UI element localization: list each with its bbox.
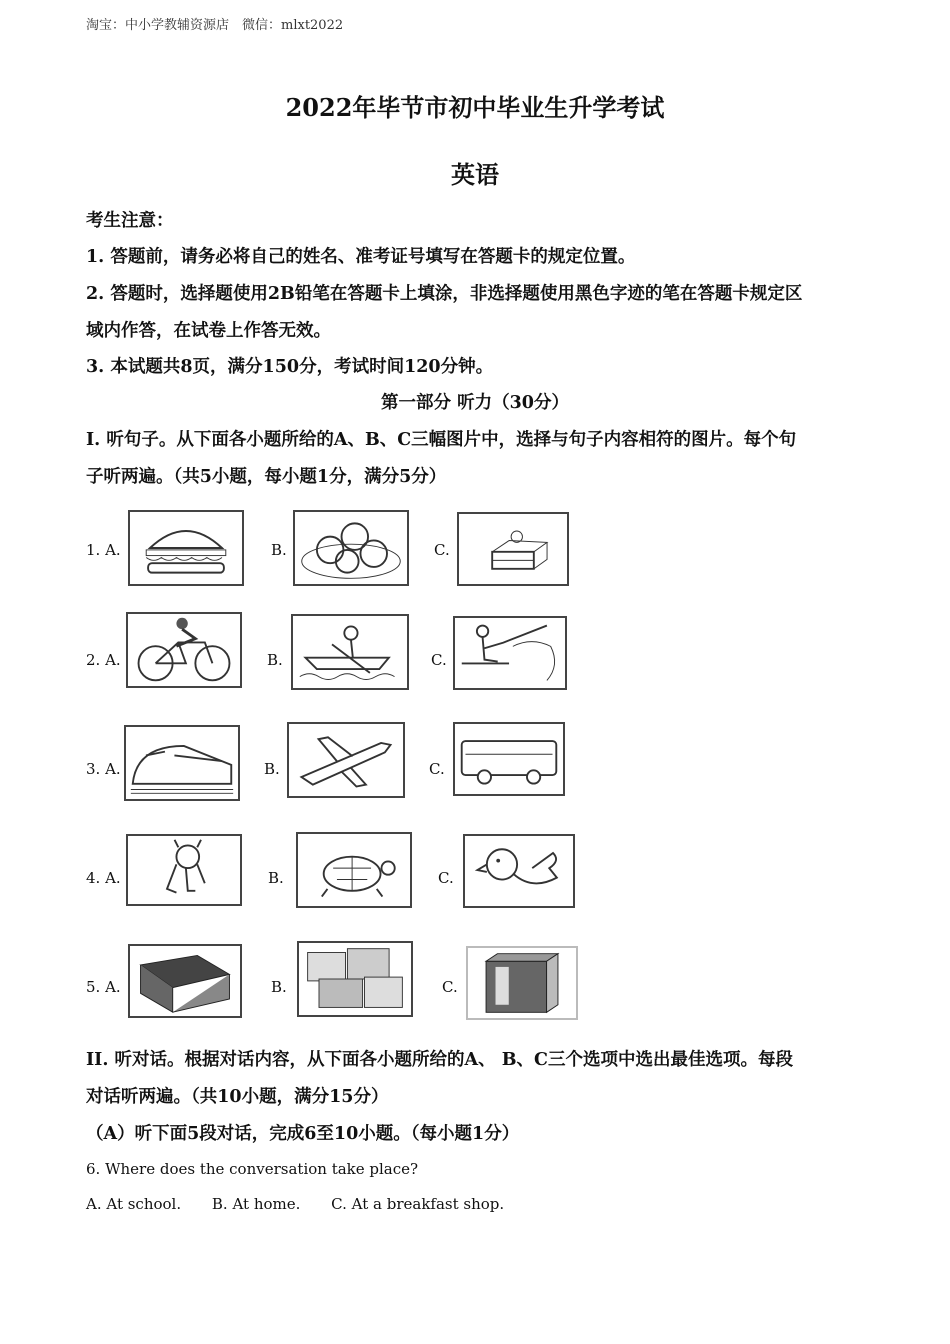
q1-label-c: C.	[434, 541, 450, 559]
q2-label-a: 2. A.	[86, 651, 121, 669]
dictionary-icon[interactable]	[466, 946, 578, 1020]
notice-item-1: 1. 答题前，请务必将自己的姓名、准考证号填写在答题卡的规定位置。	[86, 247, 636, 267]
q6-option-b[interactable]: B. At home.	[211, 1195, 301, 1213]
q5-label-b: B.	[271, 978, 287, 996]
bird-icon[interactable]	[463, 834, 575, 908]
subsection-a-instruction: （A）听下面5段对话，完成6至10小题。（每小题1分）	[86, 1124, 520, 1144]
cake-icon[interactable]	[457, 512, 569, 586]
section1-instruction-b: 子听两遍。（共5小题，每小题1分，满分5分）	[86, 467, 447, 487]
q4-label-b: B.	[268, 869, 284, 887]
book-icon[interactable]	[128, 944, 242, 1018]
q3-label-a: 3. A.	[86, 760, 121, 778]
q3-label-b: B.	[264, 760, 280, 778]
q4-label-a: 4. A.	[86, 869, 121, 887]
q6-option-c[interactable]: C. At a breakfast shop.	[331, 1195, 505, 1213]
q1-label-a: 1. A.	[86, 541, 121, 559]
part1-heading: 第一部分 听力（30分）	[381, 393, 569, 413]
section1-instruction-a: I. 听句子。从下面各小题所给的A、B、C三幅图片中，选择与句子内容相符的图片。每个句	[86, 430, 797, 450]
section2-instruction-b: 对话听两遍。（共10小题，满分15分）	[86, 1087, 389, 1107]
turtle-icon[interactable]	[296, 832, 412, 908]
dog-icon[interactable]	[126, 834, 242, 906]
q6-options	[86, 1195, 530, 1213]
q4-label-c: C.	[438, 869, 454, 887]
train-icon[interactable]	[124, 725, 240, 801]
q2-label-b: B.	[267, 651, 283, 669]
airplane-icon[interactable]	[287, 722, 405, 798]
q5-label-a: 5. A.	[86, 978, 121, 996]
section2-instruction-a: II. 听对话。根据对话内容，从下面各小题所给的A、 B、C三个选项中选出最佳选项。每段	[86, 1050, 793, 1070]
fishing-icon[interactable]	[453, 616, 567, 690]
exam-subject: 英语	[451, 160, 499, 189]
q5-label-c: C.	[442, 978, 458, 996]
cyclist-icon[interactable]	[126, 612, 242, 688]
bus-icon[interactable]	[453, 722, 565, 796]
rowing-boat-icon[interactable]	[291, 614, 409, 690]
hamburger-icon[interactable]	[128, 510, 244, 586]
q2-label-c: C.	[431, 651, 447, 669]
steamed-buns-icon[interactable]	[293, 510, 409, 586]
q6-option-a[interactable]: A. At school.	[86, 1195, 182, 1213]
q1-label-b: B.	[271, 541, 287, 559]
q3-label-c: C.	[429, 760, 445, 778]
page-header: 淘宝：中小学教辅资源店 微信：mlxt2022	[86, 18, 344, 33]
notice-item-2a: 2. 答题时，选择题使用2B铅笔在答题卡上填涂，非选择题使用黑色字迹的笔在答题卡规定区	[86, 284, 803, 304]
exam-title: 2022年毕节市初中毕业生升学考试	[285, 93, 665, 122]
notice-heading: 考生注意：	[86, 211, 174, 231]
magazines-icon[interactable]	[297, 941, 413, 1017]
notice-item-2b: 域内作答，在试卷上作答无效。	[86, 321, 331, 341]
notice-item-3: 3. 本试题共8页，满分150分，考试时间120分钟。	[86, 357, 494, 377]
q6-question: 6. Where does the conversation take place?	[86, 1160, 419, 1178]
